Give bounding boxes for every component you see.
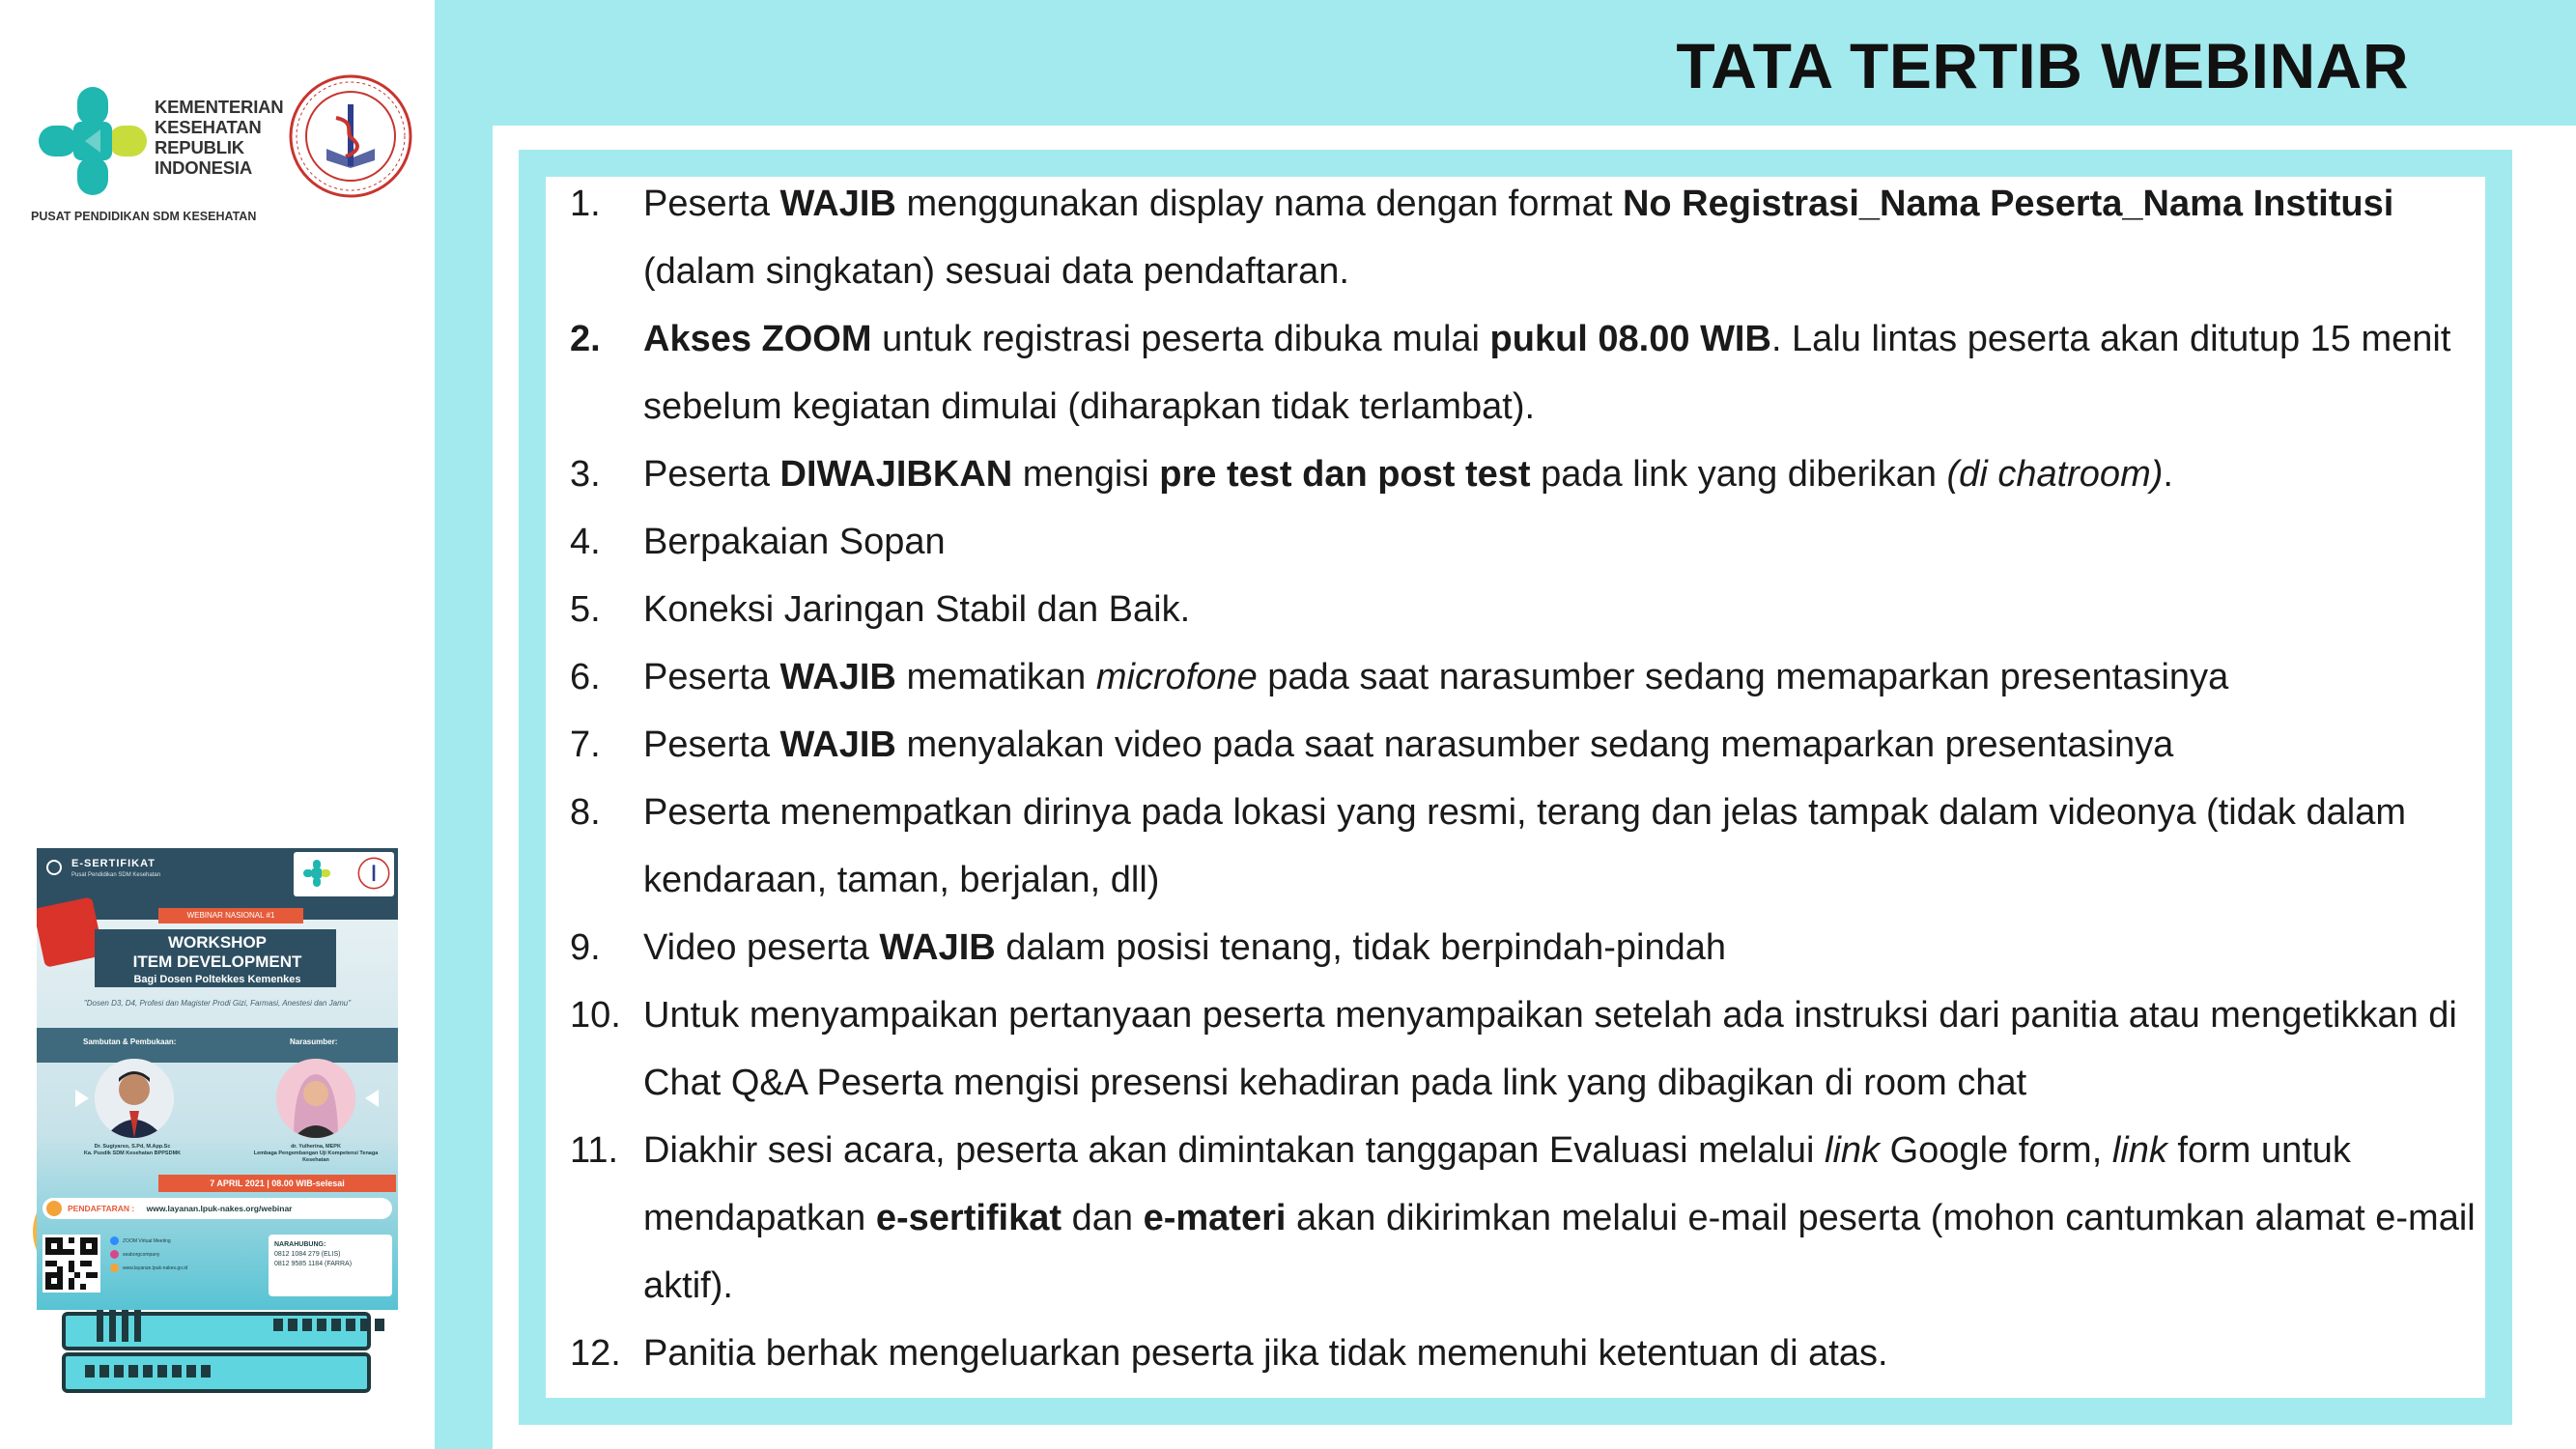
rule-number: 9. [570, 927, 601, 968]
unit-name: PUSAT PENDIDIKAN SDM KESEHATAN [31, 210, 257, 223]
rule-text: form untuk mendapatkan [643, 1130, 2351, 1238]
ministry-line: KEMENTERIAN [155, 97, 284, 117]
rule-number: 4. [570, 522, 601, 562]
poster-date: 7 APRIL 2021 | 08.00 WIB-selesai [158, 1175, 396, 1192]
poster-social-list [110, 1235, 245, 1275]
rule-number: 12. [570, 1333, 621, 1374]
poster-registration [42, 1198, 392, 1219]
poster-header-subtitle: Pusat Pendidikan SDM Kesehatan [71, 872, 161, 878]
rule-item [570, 576, 2502, 643]
rule-text: link [2111, 1130, 2167, 1171]
contact-item: 0812 1084 279 (ELIS) [274, 1251, 341, 1258]
social-text: www.layanan.lpuk-nakes.go.id [123, 1265, 188, 1271]
page-title: TATA TERTIB WEBINAR [1676, 30, 2409, 101]
social-text: ZOOM Virtual Meeting [123, 1238, 171, 1244]
lpuk-seal-icon [288, 73, 413, 199]
rule-item [570, 1117, 2502, 1320]
rule-number: 7. [570, 724, 601, 765]
poster-contact [269, 1235, 392, 1296]
contact-title: NARAHUBUNG: [274, 1241, 326, 1248]
social-text: seaborgcompany [123, 1252, 160, 1258]
speaker-photo [276, 1059, 355, 1138]
rule-text: pada saat narasumber sedang memaparkan presentasinya [1257, 657, 2229, 697]
rule-text: link [1825, 1130, 1881, 1171]
poster-header-title: E-SERTIFIKAT [71, 858, 156, 869]
rules-list [570, 170, 2502, 1387]
social-item [110, 1248, 245, 1262]
poster-description: "Dosen D3, D4, Profesi dan Magister Prodi Gizi, Farmasi, Anestesi dan Jamu" [83, 999, 352, 1008]
play-left-icon [75, 1090, 89, 1107]
poster-title-line: ITEM DEVELOPMENT [132, 952, 302, 971]
speaker-photo [95, 1059, 174, 1138]
rule-text: Diakhir sesi acara, peserta akan dimintakan tanggapan Evaluasi melalui [643, 1130, 1826, 1171]
poster-title-line: Bagi Dosen Poltekkes Kemenkes [133, 974, 301, 985]
speaker-role-text: Ka. Pusdik SDM Kesehatan BPPSDMK [83, 1151, 182, 1156]
speaker-name-text: dr. Yulherina, MEPK [291, 1144, 341, 1150]
poster-speaker-label: Narasumber: [290, 1037, 338, 1046]
poster-logo-box [294, 852, 394, 896]
rule-number: 10. [570, 995, 621, 1036]
rule-item [570, 305, 2502, 440]
rule-text: WAJIB [879, 927, 996, 968]
play-right-icon [365, 1090, 379, 1107]
rule-text: Peserta [643, 657, 780, 697]
rule-text: microfone [1095, 657, 1258, 697]
rule-text: WAJIB [779, 724, 896, 765]
rule-text: (dalam singkatan) sesuai data pendaftaran. [643, 251, 1349, 292]
ministry-name [155, 97, 283, 178]
rule-text: DIWAJIBKAN [779, 454, 1013, 495]
rule-item [570, 508, 2502, 576]
zoom-icon [110, 1236, 119, 1245]
speaker-name-text: Dr. Sugiyarso, S.Pd, M.App.Sc [94, 1144, 171, 1150]
rule-text: mengisi [1012, 454, 1160, 495]
decor-dots [273, 1319, 384, 1331]
lpuk-seal-icon [357, 857, 390, 890]
rule-number: 11. [570, 1130, 619, 1171]
webinar-poster [37, 848, 398, 1310]
rule-item [570, 440, 2502, 508]
rule-text: e-materi [1143, 1198, 1287, 1238]
instagram-icon [110, 1250, 119, 1259]
certificate-icon [46, 860, 62, 875]
decor-dots [85, 1365, 211, 1378]
rule-number: 8. [570, 792, 601, 833]
ministry-line: REPUBLIK [155, 137, 244, 157]
rule-text: Peserta [643, 724, 780, 765]
left-panel [0, 0, 435, 1449]
rule-text: menggunakan display nama dengan format [895, 184, 1623, 224]
kemenkes-emblem-icon [301, 858, 332, 889]
rule-item [570, 981, 2502, 1117]
rule-text: e-sertifikat [875, 1198, 1062, 1238]
registration-url: www.layanan.lpuk-nakes.org/webinar [146, 1204, 293, 1213]
rule-text: pre test dan post test [1159, 454, 1531, 495]
rule-number: 3. [570, 454, 601, 495]
rule-text: dalam posisi tenang, tidak berpindah-pindah [995, 927, 1727, 968]
rule-text: untuk registrasi peserta dibuka mulai [871, 319, 1490, 359]
rule-text: No Registrasi_Nama Peserta_Nama Institusi [1622, 184, 2394, 224]
rule-text: Peserta [643, 454, 780, 495]
rule-text: . Lalu lintas peserta akan ditutup 15 menit sebelum kegiatan dimulai (diharapkan tidak terlambat). [643, 319, 2451, 427]
rule-item [570, 1320, 2502, 1387]
rule-text: Peserta menempatkan dirinya pada lokasi yang resmi, terang dan jelas tampak dalam videonya (tidak dalam kendaraan, taman, berjalan, dll) [643, 792, 2406, 900]
poster-kicker: WEBINAR NASIONAL #1 [158, 908, 303, 923]
rule-text: Panitia berhak mengeluarkan peserta jika tidak memenuhi ketentuan di atas. [643, 1333, 1888, 1374]
rule-text: menyalakan video pada saat narasumber sedang memaparkan presentasinya [895, 724, 2174, 765]
social-item [110, 1262, 245, 1275]
rule-number: 1. [570, 184, 601, 224]
rule-item [570, 170, 2502, 305]
rule-item [570, 711, 2502, 779]
ministry-line: KESEHATAN [155, 117, 262, 137]
rule-text: pada link yang diberikan [1530, 454, 1947, 495]
registration-label: PENDAFTARAN : [68, 1204, 135, 1213]
qr-code-icon [42, 1235, 100, 1293]
rule-text: Video peserta [643, 927, 880, 968]
rule-text: . [2163, 454, 2173, 495]
poster-opening-label: Sambutan & Pembukaan: [83, 1037, 177, 1046]
rule-text: Berpakaian Sopan [643, 522, 946, 562]
rule-number: 5. [570, 589, 601, 630]
contact-item: 0812 9585 1184 (FARRA) [274, 1261, 353, 1267]
speaker-role-text: Lembaga Pengembangan Uji Kompetensi Tenaga Kesehatan [253, 1151, 379, 1163]
rule-item [570, 779, 2502, 914]
rule-text: mematikan [895, 657, 1096, 697]
rule-text: (di chatroom) [1946, 454, 2164, 495]
speaker-name [253, 1144, 379, 1164]
rule-text: Peserta [643, 184, 780, 224]
speaker-name [70, 1144, 195, 1157]
rule-text: Google form, [1880, 1130, 2112, 1171]
social-item [110, 1235, 245, 1248]
rule-text: dan [1062, 1198, 1144, 1238]
rule-text: Akses ZOOM [643, 319, 872, 359]
registration-icon [46, 1201, 62, 1216]
decor-bars [97, 1309, 141, 1342]
web-icon [110, 1264, 119, 1272]
rule-text: WAJIB [779, 184, 896, 224]
rule-number: 2. [570, 319, 601, 359]
ministry-line: INDONESIA [155, 157, 252, 178]
rule-item [570, 914, 2502, 981]
rule-text: pukul 08.00 WIB [1489, 319, 1771, 359]
rule-text: akan dikirimkan melalui e-mail peserta (mohon cantumkan alamat e-mail aktif). [643, 1198, 2476, 1306]
rule-text: Koneksi Jaringan Stabil dan Baik. [643, 589, 1191, 630]
rule-text: Untuk menyampaikan pertanyaan peserta menyampaikan setelah ada instruksi dari panitia atau mengetikkan di Chat Q&A Peserta mengisi presensi kehadiran pada link yang dibagikan di room chat [643, 995, 2457, 1103]
rule-item [570, 643, 2502, 711]
kemenkes-emblem-icon [31, 79, 155, 203]
poster-title-line: WORKSHOP [168, 933, 267, 952]
rule-number: 6. [570, 657, 601, 697]
rule-text: WAJIB [779, 657, 896, 697]
